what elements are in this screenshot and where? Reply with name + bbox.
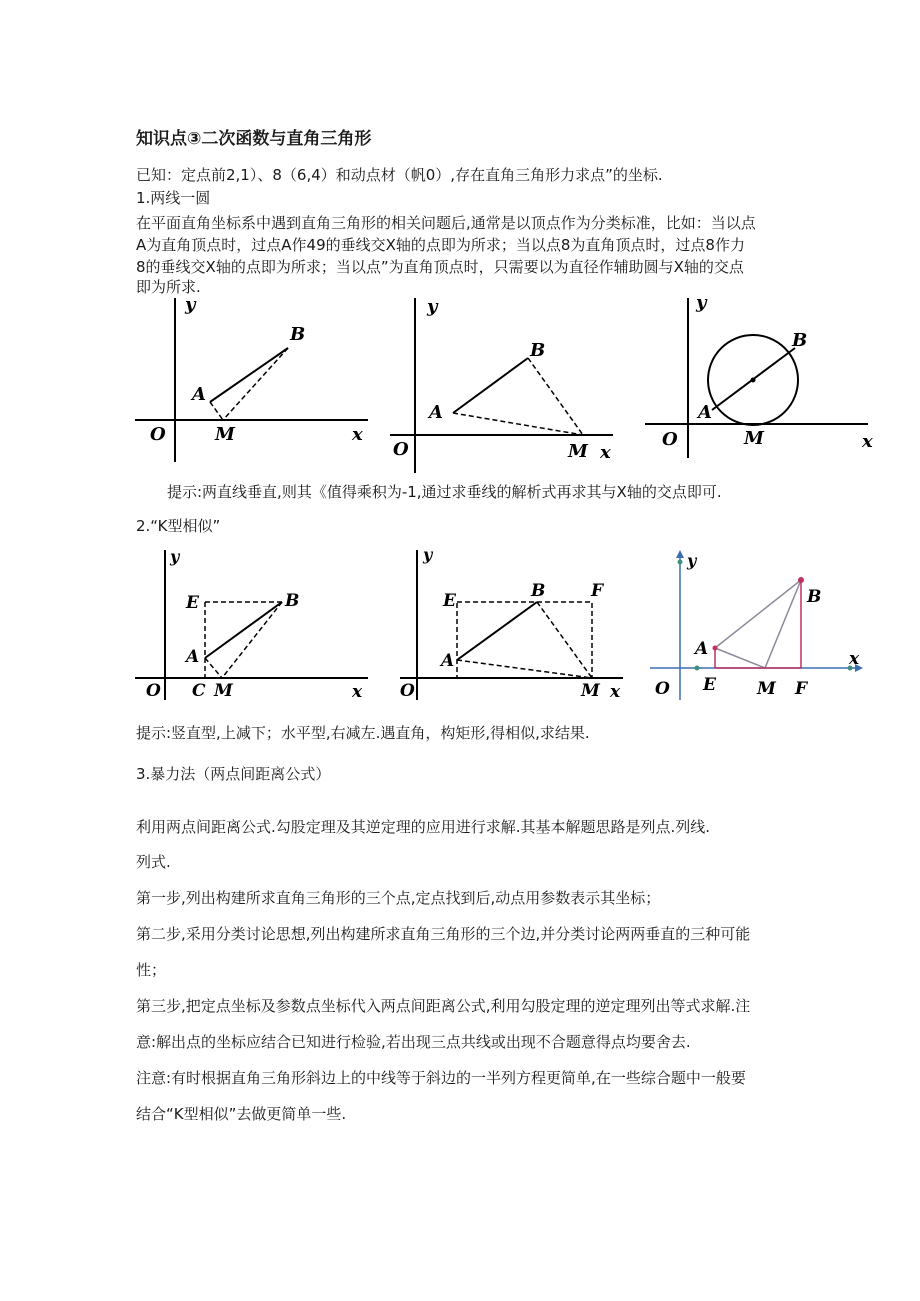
section2-heading: 2.“K型相似” [136, 517, 221, 535]
segment-am [457, 660, 592, 678]
y-axis-label: y [696, 292, 707, 313]
y-axis-label: y [170, 547, 180, 566]
point-c-label: C [192, 681, 206, 700]
origin-label: O [150, 424, 166, 445]
point-b-label: B [531, 581, 546, 601]
segment-ab [457, 602, 537, 660]
figure-k-type-rectangle [395, 540, 635, 705]
point-f-label: F [591, 581, 604, 601]
x-axis-label: x [849, 649, 860, 669]
y-axis-label: y [423, 545, 433, 564]
point-a-dot [713, 646, 718, 651]
y-axis-arrow [676, 550, 684, 558]
x-axis-label: x [600, 442, 611, 463]
circle-center [751, 378, 756, 383]
point-a-label: A [186, 647, 200, 667]
segment-bm [537, 602, 592, 678]
point-a-label: A [698, 402, 712, 423]
segment-bm [528, 358, 583, 435]
section3-paragraph: 意:解出点的坐标应结合已知进行检验,若出现三点共线或出现不合题意得点均要舍去. [136, 1033, 691, 1051]
point-e-label: E [443, 591, 456, 611]
point-b-dot [798, 577, 804, 583]
point-m-label: M [214, 681, 233, 700]
section1-hint: 提示:两直线垂直,则其《值得乘积为-1,通过求垂线的解析式再求其与X轴的交点即可. [167, 483, 722, 501]
origin-label: O [146, 681, 161, 700]
section3-heading: 3.暴力法（两点间距离公式） [136, 765, 331, 783]
y-axis-label: y [687, 551, 697, 570]
figure-k-type-vertical [130, 540, 380, 700]
section3-paragraph: 性； [136, 961, 167, 979]
point-f-label: F [795, 679, 808, 699]
section2-hint: 提示:竖直型,上减下；水平型,右减左.遇直角，构矩形,得相似,求结果. [136, 724, 590, 742]
point-b-label: B [530, 340, 546, 361]
origin-label: O [393, 439, 409, 460]
triangle-abm [715, 580, 801, 668]
segment-bm [223, 348, 288, 420]
section1-heading: 1.两线一圆 [136, 189, 211, 207]
page-title: 知识点③二次函数与直角三角形 [136, 129, 372, 149]
figure-right-angle-at-a [130, 290, 380, 465]
point-b-label: B [792, 330, 808, 351]
section1-line: 8的垂线交X轴的点即为所求；当以点”为直角顶点时，只需要以为直径作辅助圆与X轴的交点 [136, 258, 744, 276]
point-b-label: B [807, 587, 822, 607]
section3-paragraph: 第二步,采用分类讨论思想,列出构建所求直角三角形的三个边,并分类讨论两两垂直的三种可能 [136, 925, 751, 943]
segment-am [205, 658, 222, 678]
segment-am [210, 402, 223, 420]
segment-am [453, 413, 583, 435]
point-a-label: A [441, 651, 455, 671]
y-axis-label: y [185, 294, 196, 315]
point-b-label: B [290, 324, 306, 345]
section1-line: A为直角顶点时，过点A作49的垂线交X轴的点即为所求；当以点8为直角顶点时，过点8作力 [136, 236, 745, 254]
point-m-label: M [757, 679, 776, 699]
point-e-label: E [186, 593, 199, 613]
axis-tick-dot [695, 666, 700, 671]
y-axis-label: y [427, 296, 438, 317]
x-axis-label: x [862, 431, 873, 452]
origin-label: O [655, 679, 670, 699]
figure-right-angle-at-b [385, 290, 625, 475]
x-axis-label: x [610, 682, 621, 702]
point-m-label: M [581, 681, 600, 701]
segment-ab [205, 602, 282, 658]
point-m-label: M [215, 424, 235, 445]
y-axis-end-dot [678, 560, 683, 565]
x-axis-label: x [352, 424, 363, 445]
section3-paragraph: 第一步,列出构建所求直角三角形的三个点,定点找到后,动点用参数表示其坐标； [136, 889, 661, 907]
figure-k-type-colored [645, 538, 875, 708]
section1-line: 即为所求. [136, 278, 201, 296]
point-a-label: A [695, 639, 709, 659]
point-a-label: A [192, 384, 206, 405]
section3-paragraph: 注意:有时根据直角三角形斜边上的中线等于斜边的一半列方程更简单,在一些综合题中一般要 [136, 1069, 746, 1087]
segment-ab [453, 358, 528, 413]
point-a-label: A [429, 402, 443, 423]
point-m-label: M [744, 428, 764, 449]
section3-paragraph: 第三步,把定点坐标及参数点坐标代入两点间距离公式,利用勾股定理的逆定理列出等式求解.注 [136, 997, 751, 1015]
origin-label: O [400, 681, 415, 701]
section3-paragraph: 利用两点间距离公式.勾股定理及其逆定理的应用进行求解.其基本解题思路是列点.列线. [136, 818, 711, 836]
x-axis-label: x [352, 682, 363, 700]
figure-right-angle-at-m [640, 290, 880, 465]
origin-label: O [662, 429, 678, 450]
section3-paragraph: 结合“K型相似”去做更简单一些. [136, 1105, 347, 1123]
section3-paragraph: 列式. [136, 853, 171, 871]
section1-line: 在平面直角坐标系中遇到直角三角形的相关问题后,通常是以顶点作为分类标准，比如：当以点 [136, 214, 756, 232]
segment-ab [210, 348, 288, 402]
point-b-label: B [285, 591, 300, 611]
auxiliary-rectangle [457, 602, 592, 678]
intro-text: 已知：定点前2,1）、8（6,4）和动点材（帆0）,存在直角三角形力求点”的坐标. [136, 166, 663, 184]
point-e-label: E [703, 675, 716, 695]
point-m-label: M [568, 441, 588, 462]
